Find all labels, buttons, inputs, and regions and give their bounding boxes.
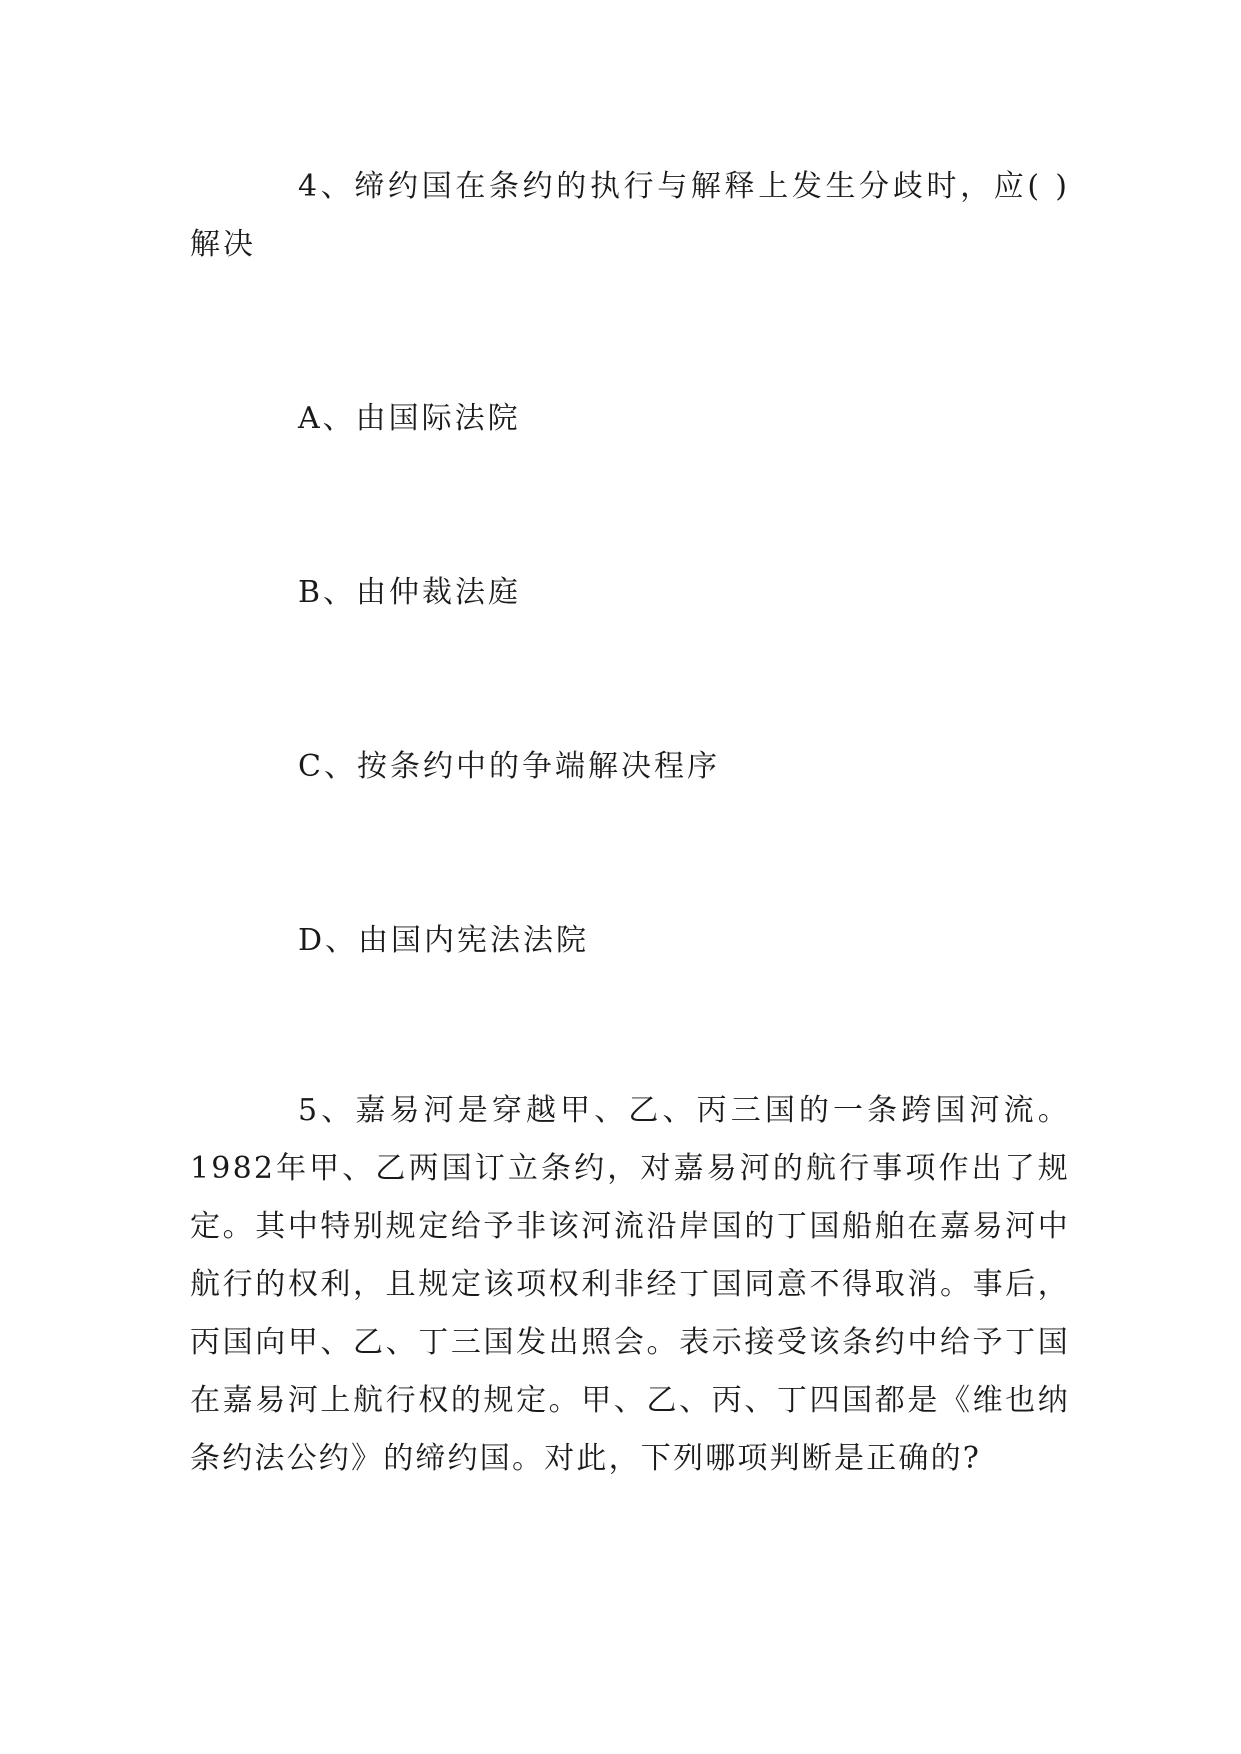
question-4-option-a: A、由国际法院	[298, 401, 521, 436]
question-4-option-b: B、由仲裁法庭	[298, 575, 522, 610]
question-4-option-c: C、按条约中的争端解决程序	[298, 749, 720, 784]
question-4-option-d: D、由国内宪法法院	[298, 923, 590, 958]
question-5-text: 5、嘉易河是穿越甲、乙、丙三国的一条跨国河流。1982年甲、乙两国订立条约，对嘉易河的航行事项作出了规定。其中特别规定给予非该河流沿岸国的丁国船舶在嘉易河中航行的权利，且规定该项权利非经丁国同意不得取消。事后，丙国向甲、乙、丁三国发出照会。表示接受该条约中给予丁国在嘉易河上航行权的规定。甲、乙、丙、丁四国都是《维也纳条约法公约》的缔约国。对此，下列哪项判断是正确的?	[190, 1093, 1070, 1476]
question-4-text: 4、缔约国在条约的执行与解释上发生分歧时，应( )解决	[190, 169, 1070, 262]
